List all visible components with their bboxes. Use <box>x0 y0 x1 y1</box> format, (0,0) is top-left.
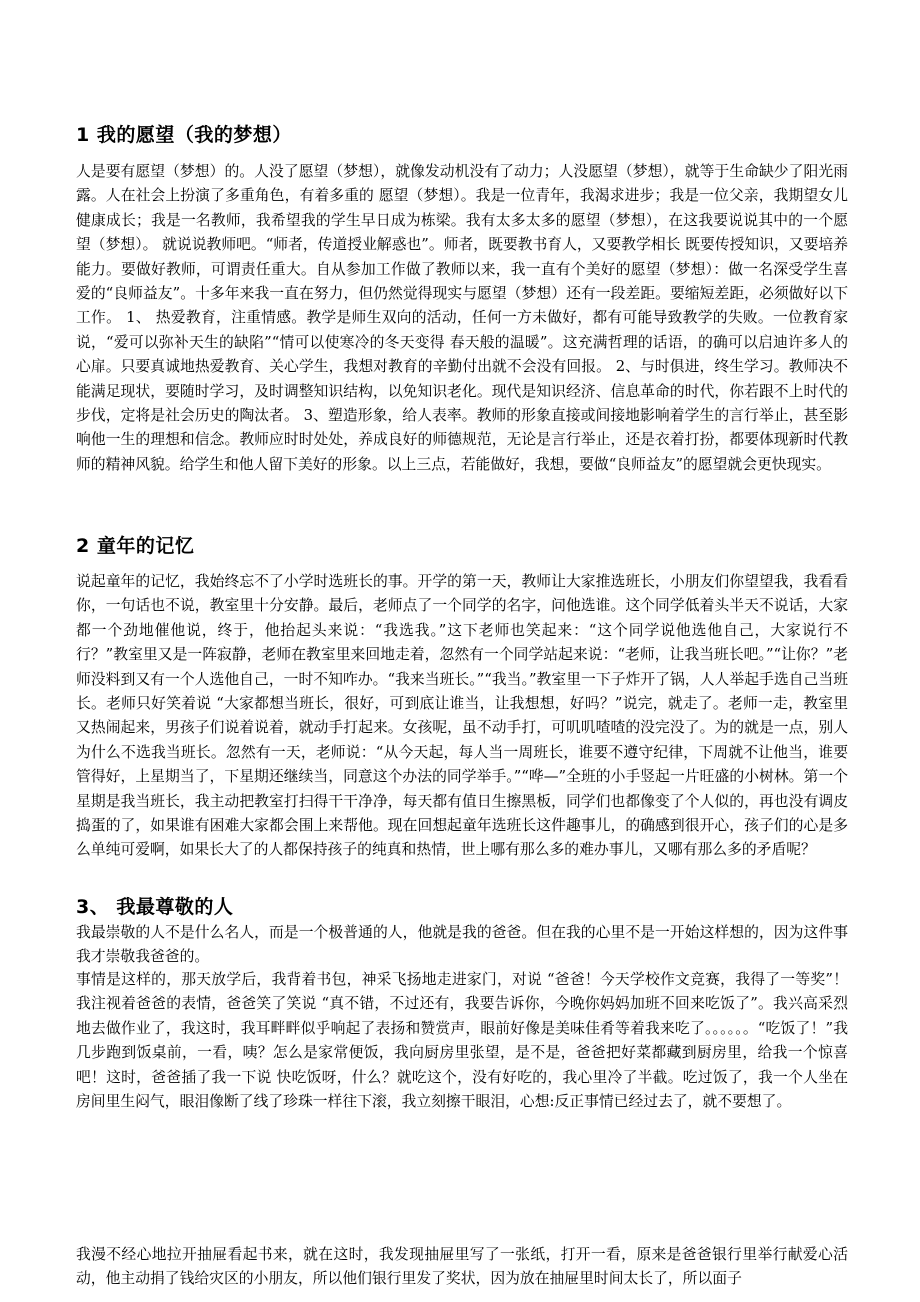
section-3-paragraph-1: 我最崇敬的人不是什么名人，而是一个极普通的人，他就是我的爸爸。但在我的心里不是一开始这样想的，因为这件事我才崇敬我爸爸的。 <box>76 924 848 966</box>
section-3-title: 3、 我最尊敬的人 <box>76 896 234 918</box>
section-2-paragraph: 说起童年的记忆，我始终忘不了小学时选班长的事。开学的第一天，教师让大家推选班长，小朋友们你望望我，我看看你，一句话也不说，教室里十分安静。最后，老师点了一个同学的名字，问他选谁。这个同学低着头半天不说话，大家都一个劲地催他说，终于，他抬起头来说：“我选我。”这下老师也笑起来：“这个同学说他选他自己，大家说行不行？”教室里又是一阵寂静，老师在教室里来回地走着，忽然有一个同学站起来说：“老师，让我当班长吧。”“让你？”老师没料到又有一个人选他自己，一时不知咋办。“我来当班长。”“我当。”教室里一下子炸开了锅，人人举起手选自己当班长。老师只好笑着说 “大家都想当班长，很好，可到底让谁当，让我想想，好吗？”说完，就走了。老师一走，教室里又热闹起来，男孩子们说着说着，就动手打起来。女孩呢，虽不动手打，可叽叽喳喳的没完没了。为的就是一点，别人为什么不选我当班长。忽然有一天，老师说：“从今天起，每人当一周班长，谁要不遵守纪律，下周就不让他当，谁要管得好，上星期当了，下星期还继续当，同意这个办法的同学举手。”“哗—”全班的小手竖起一片旺盛的小树林。第一个星期是我当班长，我主动把教室打扫得干干净净，每天都有值日生擦黑板，同学们也都像变了个人似的，再也没有调皮捣蛋的了，如果谁有困难大家都会围上来帮他。现在回想起童年选班长这件趣事儿，的确感到很开心，孩子们的心是多么单纯可爱啊，如果长大了的人都保持孩子的纯真和热情，世上哪有那么多的难办事儿，又哪有那么多的矛盾呢？ <box>76 573 848 859</box>
section-2-title: 2 童年的记忆 <box>76 535 195 557</box>
section-3-paragraph-3: 我漫不经心地拉开抽屉看起书来，就在这时，我发现抽屉里写了一张纸，打开一看，原来是爸爸银行里举行献爱心活动，他主动捐了钱给灾区的小朋友，所以他们银行里发了奖状，因为放在抽屉里时间太长了，所以面子 <box>76 1246 848 1288</box>
section-1-paragraph: 人是要有愿望（梦想）的。人没了愿望（梦想），就像发动机没有了动力；人没愿望（梦想），就等于生命缺少了阳光雨露。人在社会上扮演了多重角色，有着多重的 愿望（梦想）。我是一位青年，我渴求进步；我是一位父亲，我期望女儿健康成长；我是一名教师，我希望我的学生早日成为栋梁。我有太多太多的愿望（梦想），在这我要说说其中的一个愿望（梦想）。 就说说教师吧。“师者，传道授业解惑也”。师者，既要教书育人，又要教学相长 既要传授知识，又要培养能力。要做好教师，可谓责任重大。自从参加工作做了教师以来，我一直有个美好的愿望（梦想）：做一名深受学生喜爱的“良师益友”。十多年来我一直在努力，但仍然觉得现实与愿望（梦想）还有一段差距。要缩短差距，必须做好以下工作。 1、 热爱教育，注重情感。教学是师生双向的活动，任何一方未做好，都有可能导致教学的失败。一位教育家说，“爱可以弥补天生的缺陷”“情可以使寒冷的冬天变得 春天般的温暖”。这充满哲理的话语，的确可以启迪许多人的心扉。只要真诚地热爱教育、关心学生，我想对教育的辛勤付出就不会没有回报。 2、与时俱进，终生学习。教师决不能满足现状，要随时学习，及时调整知识结构，以免知识老化。现代是知识经济、信息革命的时代，你若跟不上时代的步伐，定将是社会历史的陶汰者。 3、塑造形象，给人表率。教师的形象直接或间接地影响着学生的言行举止，甚至影响他一生的理想和信念。教师应时时处处，养成良好的师德规范，无论是言行举止，还是衣着打扮，都要体现新时代教师的精神风貌。给学生和他人留下美好的形象。以上三点，若能做好，我想，要做“良师益友”的愿望就会更快现实。 <box>76 163 848 473</box>
section-1-title: 1 我的愿望（我的梦想） <box>76 124 292 146</box>
section-3-paragraph-2: 事情是这样的，那天放学后，我背着书包，神采飞扬地走进家门，对说 “爸爸！今天学校作文竞赛，我得了一等奖”！我注视着爸爸的表情，爸爸笑了笑说 “真不错，不过还有，我要告诉你，今晚你妈妈加班不回来吃饭了”。我兴高采烈地去做作业了，我这时，我耳畔畔似乎响起了表扬和赞赏声，眼前好像是美味佳肴等着我来吃了。。。。。。“吃饭了！”我几步跑到饭桌前，一看，咦？怎么是家常便饭，我向厨房里张望，是不是，爸爸把好菜都藏到厨房里，给我一个惊喜吧！这时，爸爸插了我一下说 快吃饭呀，什么？就吃这个，没有好吃的，我心里冷了半截。吃过饭了，我一个人坐在房间里生闷气，眼泪像断了线了珍珠一样往下滚，我立刻擦干眼泪，心想:反正事情已经过去了，就不要想了。 <box>76 971 848 1111</box>
